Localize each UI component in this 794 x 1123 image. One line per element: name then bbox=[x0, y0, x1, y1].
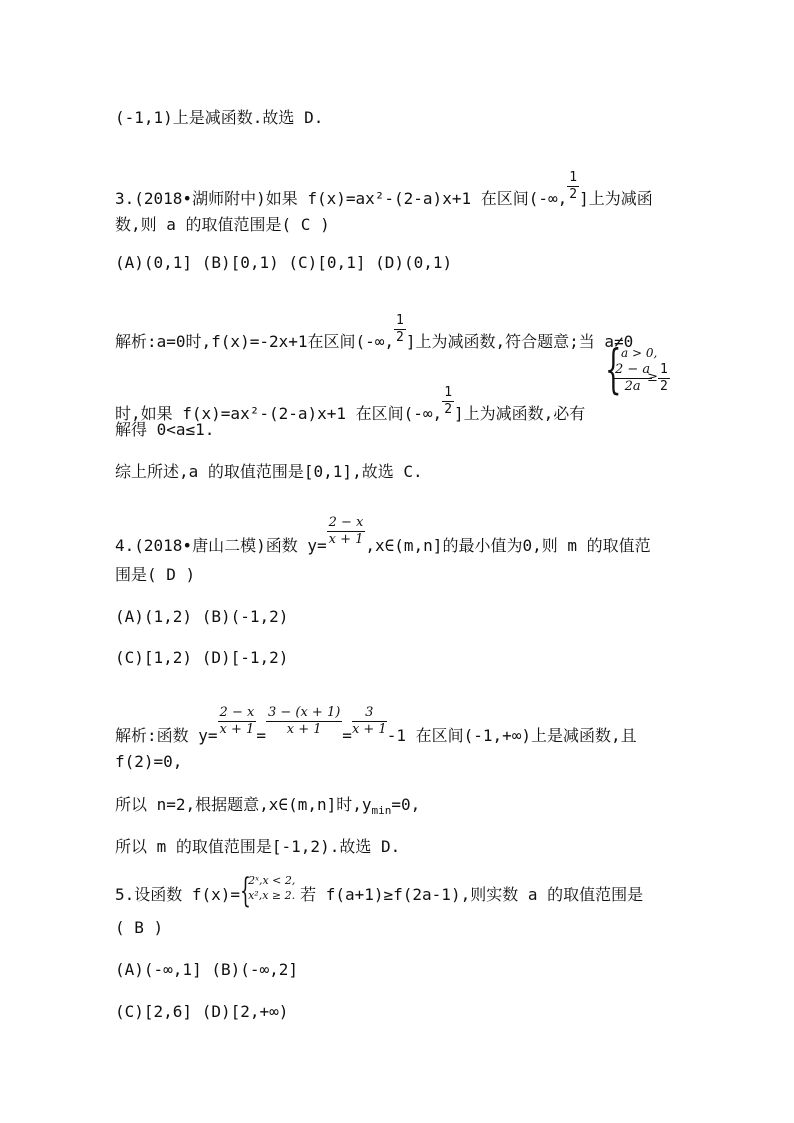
solution-3-summary: 综上所述,a 的取值范围是[0,1],故选 C. bbox=[115, 462, 423, 481]
frac-den: x + 1 bbox=[286, 722, 322, 737]
sol4-text: 解析:函数 y= bbox=[115, 726, 218, 745]
q5-options-2: (C)[2,6] (D)[2,+∞) bbox=[115, 1002, 289, 1021]
sol4-text-d2: =0, bbox=[391, 795, 421, 814]
piecewise-function bbox=[240, 871, 300, 911]
solution-4-line1 bbox=[115, 705, 637, 746]
q5-text-b: 若 f(a+1)≥f(2a-1),则实数 a 的取值范围是 bbox=[300, 885, 644, 904]
frac-den: 2 bbox=[444, 402, 453, 417]
frac-num: 1 bbox=[660, 362, 668, 377]
solution-3-line2 bbox=[115, 385, 585, 424]
sol3-text-c: 时,如果 f(x)=ax²-(2-a)x+1 在区间(-∞, bbox=[115, 404, 443, 423]
frac-den: 2 bbox=[569, 187, 578, 202]
frac-num: 3 bbox=[352, 705, 387, 722]
frac-den: x + 1 bbox=[328, 532, 364, 547]
frac-num: 2 − x bbox=[219, 705, 255, 720]
fraction bbox=[218, 705, 257, 738]
frac-den: 2 bbox=[396, 330, 404, 345]
fraction-half bbox=[567, 170, 579, 203]
frac-num: 3 − (x + 1) bbox=[267, 705, 341, 720]
fraction bbox=[266, 705, 342, 738]
solution-3-line1 bbox=[115, 313, 633, 352]
brace-icon: { bbox=[240, 871, 251, 911]
sol3-text-d: ]上为减函数,必有 bbox=[454, 404, 586, 423]
system-row-1: a > 0, bbox=[621, 346, 658, 360]
q3-text: 3.(2018•湖师附中)如果 f(x)=ax²-(2-a)x+1 在区间(-∞, bbox=[115, 189, 568, 208]
q5-options-1: (A)(-∞,1] (B)(-∞,2] bbox=[115, 960, 299, 979]
equals: = bbox=[256, 726, 266, 745]
inequality-system bbox=[605, 340, 677, 402]
frac-num: 1 bbox=[569, 170, 578, 185]
q5-answer: ( B ) bbox=[115, 918, 164, 937]
sol4-text-b: -1 在区间(-1,+∞)上是减函数,且 bbox=[386, 726, 637, 745]
text-line: (-1,1)上是减函数.故选 D. bbox=[115, 108, 324, 127]
q3-line2: 数,则 a 的取值范围是( C ) bbox=[115, 215, 330, 234]
fraction bbox=[327, 515, 366, 548]
q4-options-1: (A)(1,2) (B)(-1,2) bbox=[115, 607, 289, 626]
system-rel: ≥ bbox=[647, 370, 658, 385]
solution-4-line2: f(2)=0, bbox=[115, 752, 183, 771]
frac-den: x + 1 bbox=[351, 722, 387, 737]
sol4-text-d: 所以 n=2,根据题意,x∈(m,n]时,y bbox=[115, 795, 372, 814]
q4-text: 4.(2018•唐山二模)函数 y= bbox=[115, 536, 327, 555]
system-rhs bbox=[658, 362, 670, 395]
frac-num: 2 − x bbox=[328, 515, 364, 530]
frac-den: 2a bbox=[624, 379, 641, 394]
q4-text-b: ,x∈(m,n]的最小值为0,则 m 的取值范 bbox=[365, 536, 651, 555]
frac-num: 1 bbox=[444, 385, 453, 400]
case-2: x²,x ≥ 2. bbox=[248, 889, 296, 902]
frac-den: 2 bbox=[660, 379, 668, 394]
frac-den: x + 1 bbox=[219, 722, 255, 737]
solution-4-line4: 所以 m 的取值范围是[-1,2).故选 D. bbox=[115, 837, 401, 856]
frac-num: 1 bbox=[396, 313, 404, 328]
fraction bbox=[352, 705, 387, 738]
fraction-half bbox=[442, 385, 454, 418]
subscript: min bbox=[371, 804, 392, 818]
brace-icon: { bbox=[605, 340, 622, 400]
q3-text-b: ]上为减函 bbox=[579, 189, 653, 208]
frac-num: 2 − a bbox=[615, 362, 651, 377]
equals: = bbox=[342, 726, 352, 745]
q3-options: (A)(0,1] (B)[0,1) (C)[0,1] (D)(0,1) bbox=[115, 253, 453, 272]
sol3-text-b: ]上为减函数,符合题意;当 a≠0 bbox=[405, 332, 634, 351]
solution-4-line3 bbox=[115, 795, 420, 821]
fraction-half bbox=[394, 313, 406, 346]
sol3-text: 解析:a=0时,f(x)=-2x+1在区间(-∞, bbox=[115, 332, 395, 351]
case-1: 2ˣ,x < 2, bbox=[248, 874, 296, 887]
question-4 bbox=[115, 515, 651, 556]
question-5 bbox=[115, 871, 644, 911]
solution-3-result: 解得 0<a≤1. bbox=[115, 420, 215, 439]
question-3 bbox=[115, 170, 653, 209]
q5-text: 5.设函数 f(x)= bbox=[115, 885, 241, 904]
q4-options-2: (C)[1,2) (D)[-1,2) bbox=[115, 648, 289, 667]
q4-line2: 围是( D ) bbox=[115, 565, 196, 584]
